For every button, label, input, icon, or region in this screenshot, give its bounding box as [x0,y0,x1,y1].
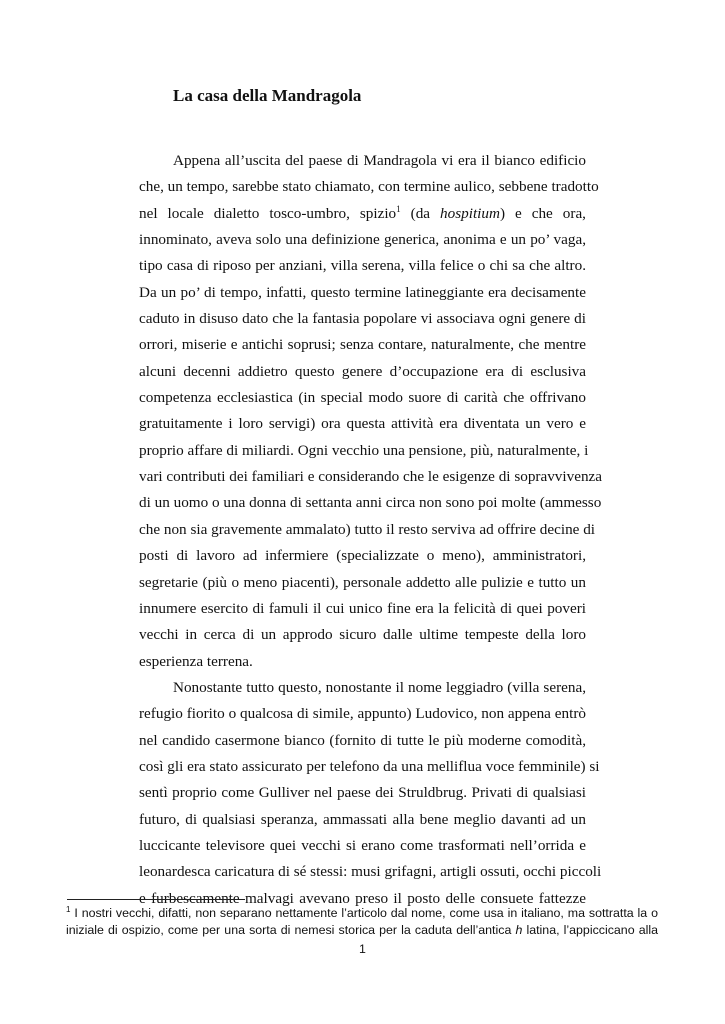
text-line-with-footnote [139,201,586,227]
text-line: segretarie (più o meno piacenti), personale addetto alle pulizie e tutto un [139,573,586,591]
text-segment: (da [400,204,441,222]
text-line: luccicante televisore quei vecchi si erano come trasformati nell’orrida e [139,836,586,854]
text-line: proprio affare di miliardi. Ogni vecchio una pensione, più, naturalmente, i [139,441,589,459]
text-line: che, un tempo, sarebbe stato chiamato, con termine aulico, sebbene tradotto [139,178,599,196]
text-segment: nel locale dialetto tosco-umbro, spizio [139,204,397,222]
text-line: competenza ecclesiastica (in special modo suore di carità che offrivano [139,389,586,407]
footnote-line [66,922,658,939]
footnote-separator [67,899,245,900]
italic-term: hospitium [440,204,500,222]
text-line: tipo casa di riposo per anziani, villa serena, villa felice o chi sa che altro. [139,257,586,275]
page-number: 1 [359,942,366,956]
text-segment: ) e che ora, [499,204,586,222]
text-line: posti di lavoro ad infermiere (specializzate o meno), amministratori, [139,547,586,565]
text-line: leonardesca caricatura di sé stessi: musi grifagni, artigli ossuti, occhi piccoli [139,863,602,881]
body-text [139,148,603,912]
text-line: Nonostante tutto questo, nonostante il nome leggiadro (villa serena, [173,678,586,696]
text-line: di un uomo o una donna di settanta anni circa non sono poi molte (ammesso [139,494,602,512]
text-segment: iniziale di ospizio, come per una sorta di nemesi storica per la caduta dell’antica [66,923,516,937]
text-line: vecchi in cerca di un approdo sicuro dalle ultime tempeste della loro [139,626,586,644]
text-line: futuro, di qualsiasi speranza, ammassati alla bene meglio davanti ad un [139,810,586,828]
text-line: refugio fiorito o qualcosa di simile, appunto) Ludovico, non appena entrò [139,705,586,723]
footnote-line [66,905,658,922]
text-line: gratuitamente i loro servigi) ora questa attività era diventata un vero e [139,415,586,433]
italic-term: h [515,923,523,937]
text-line: che non sia gravemente ammalato) tutto il resto serviva ad offrire decine di [139,520,596,538]
text-line: nel candido casermone bianco (fornito di tutte le più moderne comodità, [139,731,586,749]
text-segment: I nostri vecchi, difatti, non separano nettamente l’articolo dal nome, come usa in italiano, ma sottratta la o [70,906,658,920]
text-line: alcuni decenni addietro questo genere d’occupazione era di esclusiva [139,362,586,380]
text-line: orrori, miserie e antichi soprusi; senza contare, naturalmente, che mentre [139,336,586,354]
text-segment: latina, l’appiccicano alla [522,923,658,937]
text-line: caduto in disuso dato che la fantasia popolare vi associava ogni genere di [139,310,586,328]
footnote-marker: 1 [396,203,401,214]
text-line: Da un po’ di tempo, infatti, questo termine latineggiante era decisamente [139,283,586,301]
text-line: Appena all’uscita del paese di Mandragola vi era il bianco edificio [173,152,586,169]
text-line: vari contributi dei familiari e considerando che le esigenze di sopravvivenza [139,468,603,486]
footnote-marker: 1 [66,904,71,914]
footnote [66,905,658,939]
text-line: sentì proprio come Gulliver nel paese dei Struldbrug. Privati di qualsiasi [139,784,586,802]
document-title: La casa della Mandragola [173,86,362,105]
text-line: così gli era stato assicurato per telefono da una melliflua voce femminile) si [139,757,600,775]
text-line: innumere esercito di famuli il cui unico fine era la felicità di quei poveri [139,599,586,617]
text-line: innominato, aveva solo una definizione generica, anonima e un po’ vaga, [139,231,586,249]
text-line: e furbescamente malvagi avevano preso il posto delle consuete fattezze [139,889,586,907]
text-line: esperienza terrena. [139,652,253,670]
